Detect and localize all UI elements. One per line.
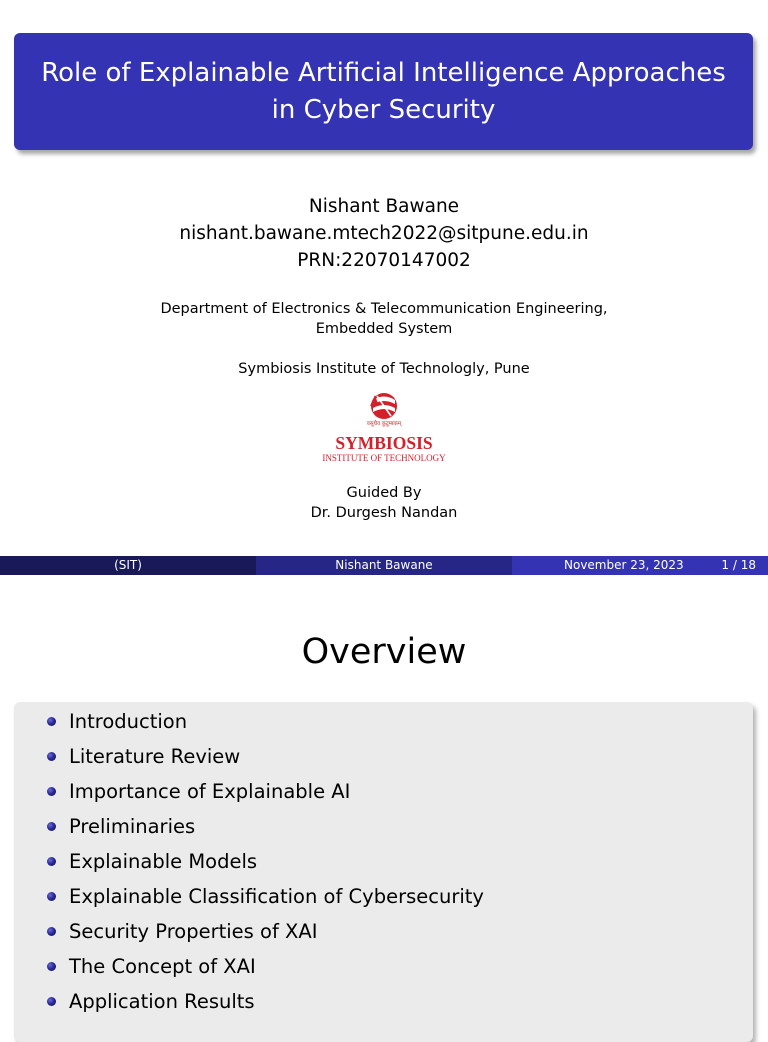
bullet-icon	[47, 857, 56, 866]
slide-title: Role of Explainable Artificial Intelligence Approaches in Cyber Security	[41, 57, 726, 125]
guided-by-label: Guided By	[346, 485, 422, 501]
bullet-icon	[47, 892, 56, 901]
bullet-icon	[47, 927, 56, 936]
author-prn: PRN:22070147002	[297, 250, 471, 271]
footer-author: Nishant Bawane	[256, 556, 512, 575]
bullet-icon	[47, 787, 56, 796]
list-item: The Concept of XAI	[47, 949, 484, 984]
department-line-2: Embedded System	[315, 321, 453, 337]
list-item: Preliminaries	[47, 809, 484, 844]
bullet-icon	[47, 717, 56, 726]
bullet-icon	[47, 752, 56, 761]
overview-list	[47, 704, 484, 1019]
list-item: Introduction	[47, 704, 484, 739]
footer-date: November 23, 2023	[564, 558, 684, 572]
list-item: Explainable Classification of Cybersecurity	[47, 879, 484, 914]
institute-name: Symbiosis Institute of Technologly, Pune	[238, 361, 530, 377]
slide-title-box	[14, 33, 753, 150]
department-block	[0, 299, 768, 339]
bullet-icon	[47, 997, 56, 1006]
svg-text:SYMBIOSIS: SYMBIOSIS	[335, 433, 433, 453]
list-item: Literature Review	[47, 739, 484, 774]
svg-text:INSTITUTE OF TECHNOLOGY: INSTITUTE OF TECHNOLOGY	[322, 453, 446, 463]
guide-name: Dr. Durgesh Nandan	[310, 505, 458, 521]
department-line-1: Department of Electronics & Telecommunication Engineering,	[160, 301, 608, 317]
list-item: Security Properties of XAI	[47, 914, 484, 949]
bullet-icon	[47, 962, 56, 971]
list-item: Explainable Models	[47, 844, 484, 879]
overview-title: Overview	[301, 632, 467, 672]
footer-date-page	[512, 556, 768, 575]
list-item: Application Results	[47, 984, 484, 1019]
author-block	[0, 193, 768, 274]
author-name: Nishant Bawane	[308, 196, 460, 217]
list-item: Importance of Explainable AI	[47, 774, 484, 809]
guided-block	[0, 483, 768, 523]
slide-footer	[0, 556, 768, 575]
bullet-icon	[47, 822, 56, 831]
footer-institute: (SIT)	[0, 556, 256, 575]
author-email: nishant.bawane.mtech2022@sitpune.edu.in	[179, 223, 589, 244]
svg-text:वसुधैव कुटुम्बकम्: वसुधैव कुटुम्बकम्	[366, 421, 402, 427]
symbiosis-logo	[304, 390, 464, 470]
footer-page-number: 1 / 18	[721, 558, 756, 572]
